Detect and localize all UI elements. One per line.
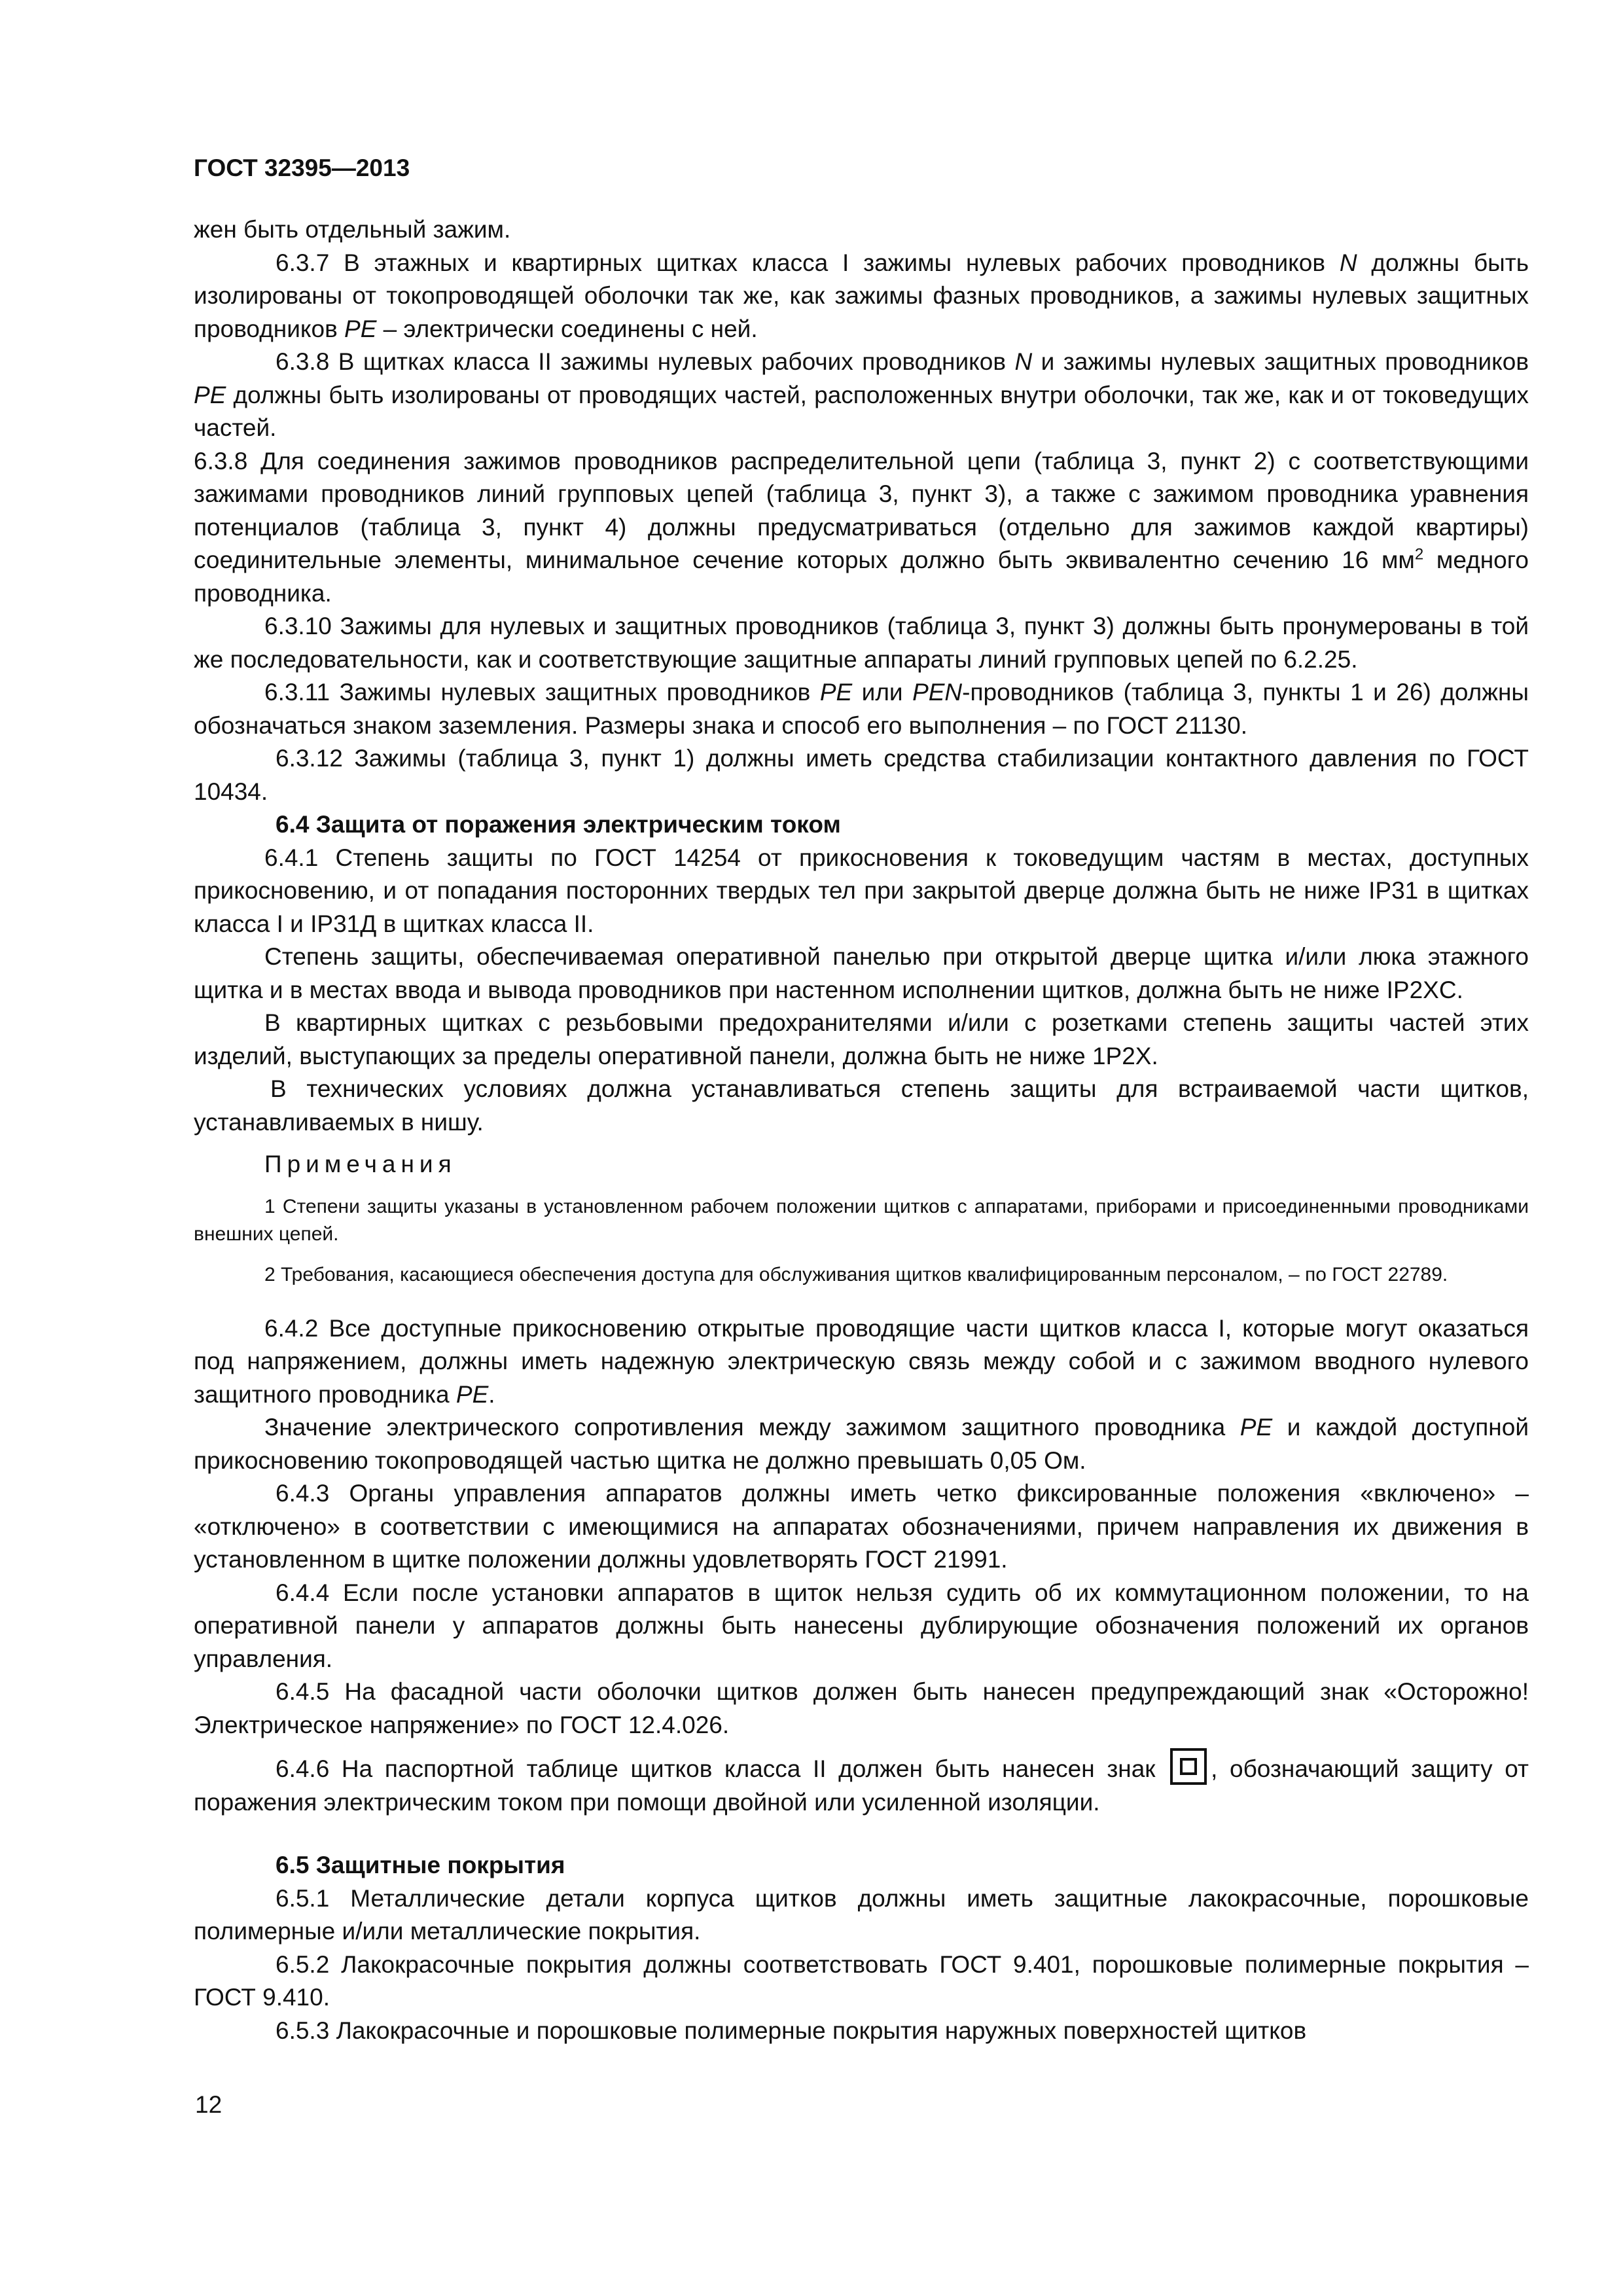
paragraph-6-4-6: 6.4.6 На паспортной таблице щитков класса II должен быть нанесен знак , обозначающий защиту от поражения электрическим током при помощи двойной или усиленной изоляции.: [194, 1748, 1529, 1819]
paragraph: В технических условиях должна устанавливаться степень защиты для встраиваемой части щитков, устанавливаемых в нишу.: [194, 1075, 1529, 1136]
paragraph-6-5-1: 6.5.1 Металлические детали корпуса щитков должны иметь защитные лакокрасочные, порошковые полимерные и/или металлические покрытия.: [194, 1884, 1529, 1945]
section-heading-6-5: 6.5 Защитные покрытия: [276, 1852, 565, 1878]
notes-title: Примечания: [264, 1151, 457, 1177]
paragraph-6-4-2: 6.4.2 Все доступные прикосновению открытые проводящие части щитков класса I, которые могут оказаться под напряжением, должны иметь надежную электрическую связь между собой и с зажимом вводного нулевого защитного проводника PE.: [194, 1314, 1529, 1408]
paragraph-6-4-1: 6.4.1 Степень защиты по ГОСТ 14254 от прикосновения к токоведущим частям в местах, доступных прикосновению, и от попадания посторонних твердых тел при закрытой дверце должна быть не ниже IP31 в щитках класса I и IP31Д в щитках класса II.: [194, 844, 1529, 937]
paragraph-6-4-5: 6.4.5 На фасадной части оболочки щитков должен быть нанесен предупреждающий знак «Осторожно! Электрическое напряжение» по ГОСТ 12.4.026.: [194, 1678, 1529, 1738]
document-header: ГОСТ 32395—2013: [194, 154, 410, 181]
paragraph-6-3-8-connections: 6.3.8 Для соединения зажимов проводников распределительной цепи (таблица 3, пункт 2) с соответствующими зажимами проводников линий групповых цепей (таблица 3, пункт 3), а также с зажимом проводника уравнения потенциалов (таблица 3, пункт 4) должны предусматриваться (отдельно для зажимов каждой квартиры) соединительные элементы, минимальное сечение которых должно быть эквивалентно сечению 16 $мм^2$ медного проводника.: [194, 447, 1529, 607]
section-heading-6-4: 6.4 Защита от поражения электрическим током: [276, 811, 841, 838]
document-body: [194, 213, 1529, 2047]
paragraph: В квартирных щитках с резьбовыми предохранителями и/или с розетками степень защиты частей этих изделий, выступающих за пределы оперативной панели, должна быть не ниже 1P2X.: [194, 1009, 1529, 1069]
paragraph-6-3-10: 6.3.10 Зажимы для нулевых и защитных проводников (таблица 3, пункт 3) должны быть пронумерованы в той же последовательности, как и соответствующие защитные аппараты линий групповых цепей по 6.2.25.: [194, 613, 1529, 673]
note-1: 1 Степени защиты указаны в установленном рабочем положении щитков с аппаратами, приборами и присоединенными проводниками внешних цепей.: [194, 1195, 1529, 1245]
note-2: 2 Требования, касающиеся обеспечения доступа для обслуживания щитков квалифицированным персоналом, – по ГОСТ 22789.: [264, 1263, 1448, 1285]
paragraph-6-5-2: 6.5.2 Лакокрасочные покрытия должны соответствовать ГОСТ 9.401, порошковые полимерные покрытия – ГОСТ 9.410.: [194, 1950, 1529, 2011]
document-page: [194, 154, 1529, 2047]
paragraph-6-5-3: 6.5.3 Лакокрасочные и порошковые полимерные покрытия наружных поверхностей щитков: [276, 2017, 1307, 2044]
paragraph: жен быть отдельный зажим.: [194, 216, 511, 243]
paragraph-6-3-12: 6.3.12 Зажимы (таблица 3, пункт 1) должны иметь средства стабилизации контактного давления по ГОСТ 10434.: [194, 745, 1529, 805]
paragraph-6-4-3: 6.4.3 Органы управления аппаратов должны иметь четко фиксированные положения «включено» – «отключено» в соответствии с имеющимися на аппаратах обозначениями, причем направления их движения в установленном в щитке положении должны удовлетворять ГОСТ 21991.: [194, 1480, 1529, 1573]
paragraph-6-3-8: 6.3.8 В щитках класса II зажимы нулевых рабочих проводников N и зажимы нулевых защитных проводников PE должны быть изолированы от проводящих частей, расположенных внутри оболочки, так же, как и от токоведущих частей.: [194, 348, 1529, 441]
double-insulation-icon: [1170, 1748, 1207, 1785]
page-number: 12: [195, 2091, 223, 2118]
paragraph: Степень защиты, обеспечиваемая оперативной панелью при открытой дверце щитка и/или люка этажного щитка и в местах ввода и вывода проводников при настенном исполнении щитков, должна быть не ниже IP2XC.: [194, 943, 1529, 1003]
paragraph-6-4-4: 6.4.4 Если после установки аппаратов в щиток нельзя судить об их коммутационном положении, то на оперативной панели у аппаратов должны быть нанесены дублирующие обозначения положений их органов управления.: [194, 1579, 1529, 1672]
paragraph: Значение электрического сопротивления между зажимом защитного проводника PE и каждой доступной прикосновению токопроводящей частью щитка не должно превышать 0,05 Ом.: [194, 1414, 1529, 1474]
paragraph-6-3-11: 6.3.11 Зажимы нулевых защитных проводников PE или PEN-проводников (таблица 3, пункты 1 и 26) должны обозначаться знаком заземления. Размеры знака и способ его выполнения – по ГОСТ 21130.: [194, 679, 1529, 739]
paragraph-6-3-7: 6.3.7 В этажных и квартирных щитках класса I зажимы нулевых рабочих проводников N должны быть изолированы от токопроводящей оболочки так же, как зажимы фазных проводников, а зажимы нулевых защитных проводников PE – электрически соединены с ней.: [194, 249, 1529, 342]
